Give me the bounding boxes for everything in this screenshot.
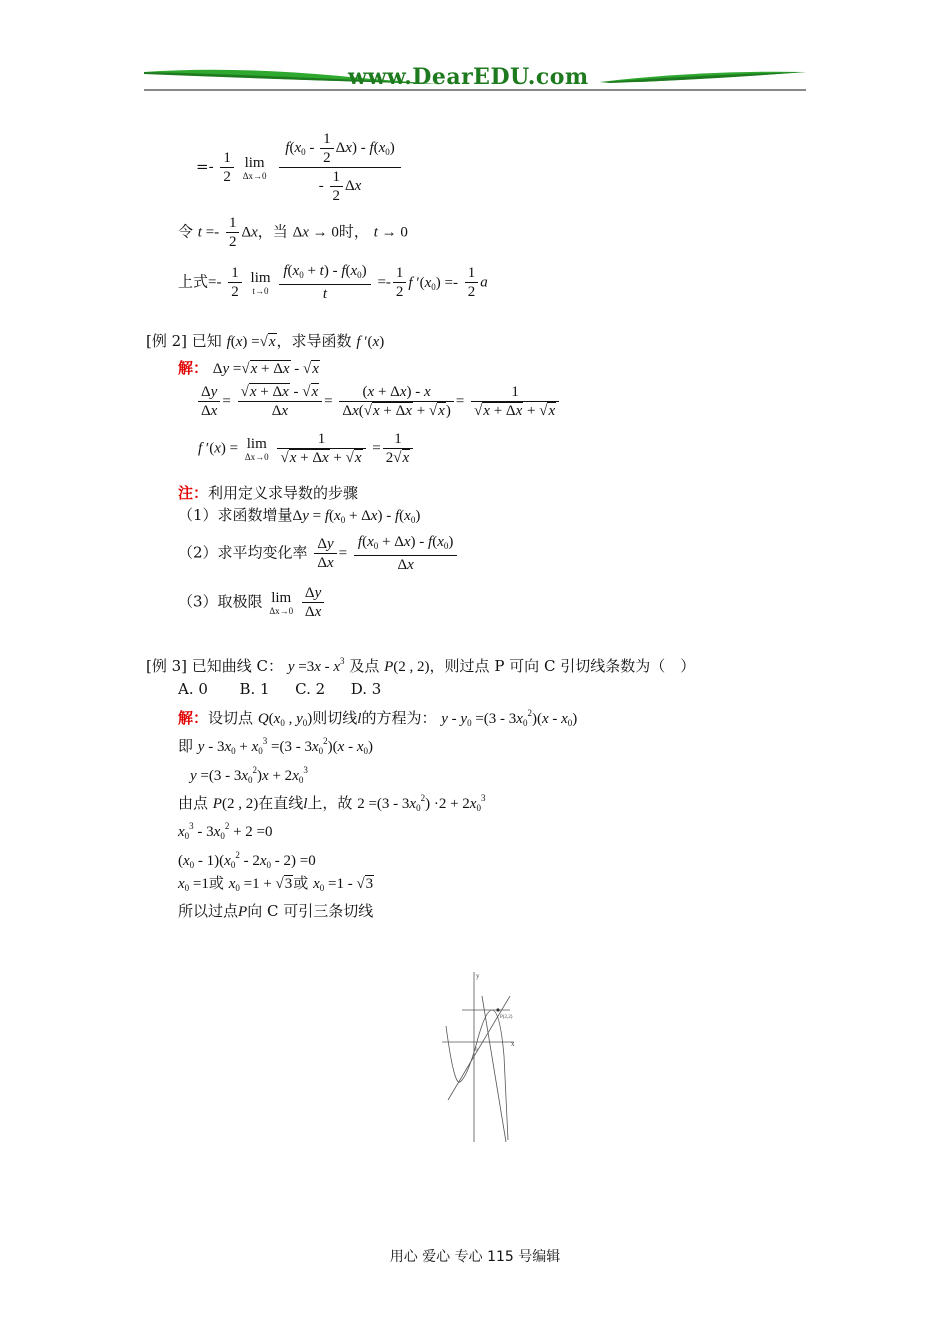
- option-c: C. 2: [295, 680, 326, 698]
- derivation-line-1: =- $\frac{1}{2}$ lim Δx→0 $f(x_0$ - $\frac{1}{2}$ $\Delta x) - f(x_0)$ - $\frac{1}{2}$ Δx: [196, 130, 403, 205]
- tangent-lines-figure: [440, 966, 530, 1146]
- example3-solution-5: $x_0^3 - 3x_0^2 + 2 =0$: [178, 821, 273, 841]
- site-logo: www.DearEDU.com: [348, 64, 589, 90]
- derivation-line-result: 上式=- $\frac{1}{2}$ lim t→0 $\frac{f(x_0 + t) - f(x_0)}{t}$ =- $\frac{1}{2}$ f $'(x_0)$ =- $\frac{1}{2}$ a: [178, 263, 488, 302]
- example3-conclusion: 所以过点P向 C 可引三条切线: [178, 902, 374, 920]
- example2-step-3: （3）取极限 lim Δx→0 $\frac{\Delta y}{\Delta x}$: [178, 584, 326, 621]
- example3-solution-7: $x_0 =1$或 $x_0 =1 + √3$或 $x_0 =1 - √3$: [178, 874, 374, 893]
- example3-solution-4: 由点 P(2 , 2)在直线l上，故 $2 =(3 - 3x_0^2) \cdot 2 + 2x_0^3$: [178, 793, 486, 813]
- option-d: D. 3: [350, 680, 382, 698]
- point-p-label: P(2,2): [500, 1015, 513, 1020]
- example2-solution-1: 解： Δy =√x + Δx - √x: [178, 359, 319, 377]
- example3-solution-2: 即 $y - 3x_0 + x_0^3 =(3 - 3x_0^2)(x - x_0)$: [178, 736, 373, 756]
- tangent-line-1: [448, 996, 510, 1100]
- example2-prompt: [例 2] 已知 f(x) =√x，求导函数 f ′(x): [146, 332, 385, 350]
- origin-label: 0: [475, 1048, 478, 1053]
- y-axis-label: y: [476, 972, 480, 980]
- page-footer: 用心 爱心 专心 115 号编辑: [389, 1249, 561, 1265]
- x-axis-label: x: [511, 1040, 515, 1048]
- option-b: B. 1: [239, 680, 270, 698]
- example2-step-1: （1）求函数增量$\Delta y = f(x_0 + \Delta x) - f(x_0)$: [178, 506, 421, 525]
- example2-note: 注：利用定义求导数的步骤: [178, 484, 359, 502]
- example3-solution-1: 解：设切点 $Q(x_0$ , $y_0$)则切线l的方程为： $y - y_0 =(3 - 3x_0^2)(x - x_0)$: [178, 708, 578, 728]
- curve-c: [446, 1010, 508, 1140]
- point-p: [496, 1008, 499, 1011]
- example3-solution-3: $y =(3 - 3x_0^2)x + 2x_0^3$: [190, 765, 308, 785]
- example2-solution-3: f ′(x) = lim Δx→0 $\frac{1}{√x + \Delta x + √x}$ = $\frac{1}{2√x}$: [198, 430, 415, 467]
- example3-prompt: [例 3] 已知曲线 C： $y =3x - x^3$ 及点 P(2 , 2)，则过点 P 可向 C 引切线条数为（ ）: [146, 656, 696, 675]
- example2-solution-2: $\frac{\Delta y}{\Delta x}$ = $\frac{√x + \Delta x - √x}{\Delta x}$ = $\frac{(x + \Delta x) - x}{\Delta x(√x + \Delta x + √x)}$ = $\frac{1}{√x + \Delta x + √x}$: [196, 383, 561, 420]
- option-a: A. 0: [178, 680, 208, 698]
- example3-solution-6: $(x_0 - 1)(x_0^2 - 2x_0 - 2) =0$: [178, 850, 316, 870]
- derivation-line-let: 令 t =- $\frac{1}{2}$ Δx，当 Δx → 0时， t → 0: [178, 215, 408, 250]
- example3-options: [178, 679, 381, 699]
- example2-step-2: （2）求平均变化率 $\frac{\Delta y}{\Delta x}$ = $\frac{f(x_0 + \Delta x) - f(x_0)}{\Delta x}$: [178, 533, 459, 574]
